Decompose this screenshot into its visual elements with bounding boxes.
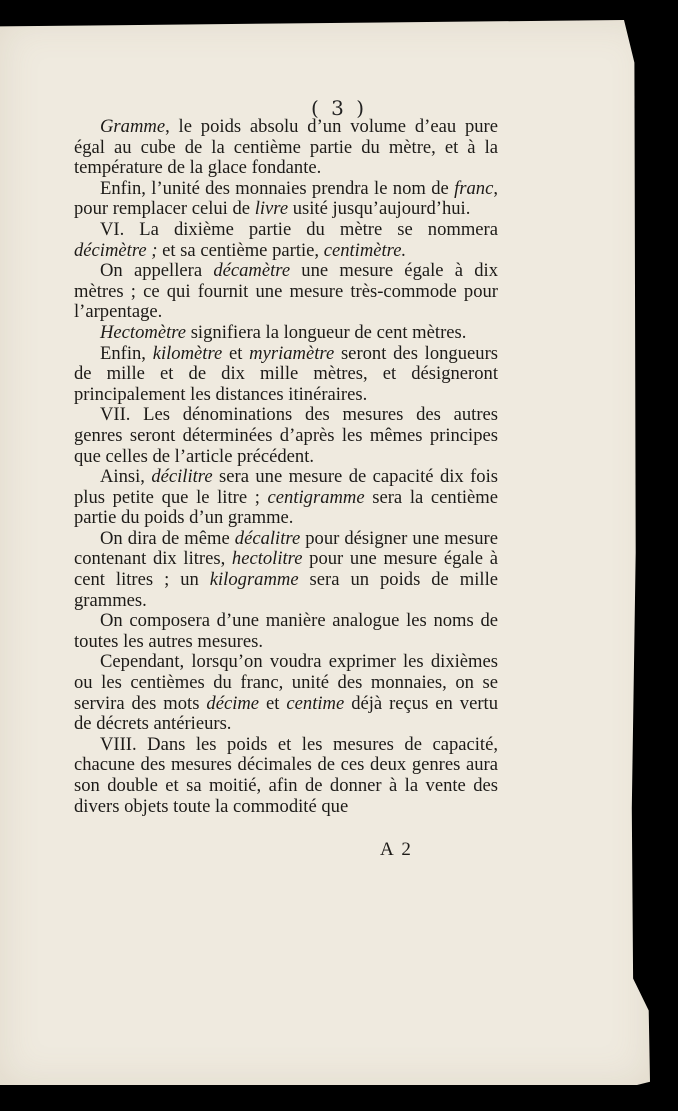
paragraph <box>74 261 498 323</box>
text-segment: On composera d’une manière analogue les noms de toutes les autres mesures. <box>74 610 498 652</box>
paragraph <box>74 220 498 261</box>
italic-term: décime <box>206 692 260 714</box>
text-segment: signifiera la longueur de cent mètres. <box>186 321 467 343</box>
text-segment: une mesure égale à dix mètres ; ce qui fournit une mesure très-commode pour l’arpentage. <box>74 260 499 323</box>
text-segment: seront des longueurs de mille et de dix mille mètres, et désigneront principalement les distances itinéraires. <box>74 342 499 405</box>
italic-term: Gramme <box>100 116 166 137</box>
text-segment: sera un poids de mille grammes. <box>74 569 498 611</box>
paragraph <box>74 467 498 529</box>
text-segment: , le poids absolu d’un volume d’eau pure égal au cube de la centième partie du mètre, et à la température de la glace fondante. <box>74 116 498 179</box>
text-segment: VIII. Dans les poids et les mesures de capacité, chacune des mesures décimales de ces deux genres aura son double et sa moitié, afin de donner à la vente des divers objets toute la commodité que <box>74 733 498 817</box>
italic-term: décamètre <box>213 260 291 282</box>
italic-term: kilomètre <box>152 342 223 364</box>
text-segment: , pour remplacer celui de <box>74 177 498 220</box>
text-segment: et <box>259 692 287 714</box>
text-segment: sera la centième partie du poids d’un gramme. <box>74 486 498 529</box>
italic-term: décalitre <box>234 527 301 549</box>
text-segment: pour désigner une mesure contenant dix litres, <box>74 527 498 570</box>
paragraph <box>74 344 498 406</box>
paragraph <box>74 735 498 817</box>
text-segment: pour une mesure égale à cent litres ; un <box>74 548 498 591</box>
text-segment: usité jusqu’aujourd’hui. <box>288 198 471 220</box>
italic-term: centimètre. <box>323 239 407 261</box>
italic-term: centime <box>286 692 345 714</box>
text-segment: VII. Les dénominations des mesures des autres genres seront déterminées d’après les mêmes principes que celles de l’article précédent. <box>74 404 498 467</box>
italic-term: hectolitre <box>231 548 303 570</box>
paragraph <box>74 652 498 734</box>
text-segment: Enfin, <box>100 342 153 364</box>
italic-term: myriamètre <box>249 342 335 364</box>
italic-term: kilogramme <box>209 569 299 591</box>
text-segment: et sa centième partie, <box>157 239 324 261</box>
text-segment: Enfin, l’unité des monnaies prendra le nom de <box>100 177 455 199</box>
italic-term: décimètre ; <box>74 239 158 261</box>
text-segment: et <box>222 342 250 364</box>
italic-term: livre <box>254 198 289 220</box>
text-segment: VI. La dixième partie du mètre se nommera <box>100 218 498 240</box>
text-segment: On appellera <box>100 260 214 282</box>
paragraph <box>74 405 498 467</box>
signature-mark: A 2 <box>380 839 413 860</box>
text-segment: sera une mesure de capacité dix fois plus petite que le litre ; <box>74 466 498 508</box>
text-segment: Ainsi, <box>100 466 152 488</box>
text-segment: déjà reçus en vertu de décrets antérieurs. <box>74 692 499 735</box>
text-segment: Cependant, lorsqu’on voudra exprimer les dixièmes ou les centièmes du franc, unité des monnaies, on se servira des mots <box>74 651 498 714</box>
paragraph <box>74 529 498 611</box>
text-segment: On dira de même <box>100 527 235 549</box>
paragraph <box>74 611 498 652</box>
italic-term: franc <box>454 177 494 199</box>
paragraph <box>74 117 498 179</box>
page-number: ( 3 ) <box>310 96 368 120</box>
body-text <box>74 117 498 817</box>
italic-term: décilitre <box>151 466 213 488</box>
italic-term: centigramme <box>267 486 365 508</box>
italic-term: Hectomètre <box>100 321 187 343</box>
paragraph <box>74 179 498 220</box>
paragraph <box>74 323 498 344</box>
